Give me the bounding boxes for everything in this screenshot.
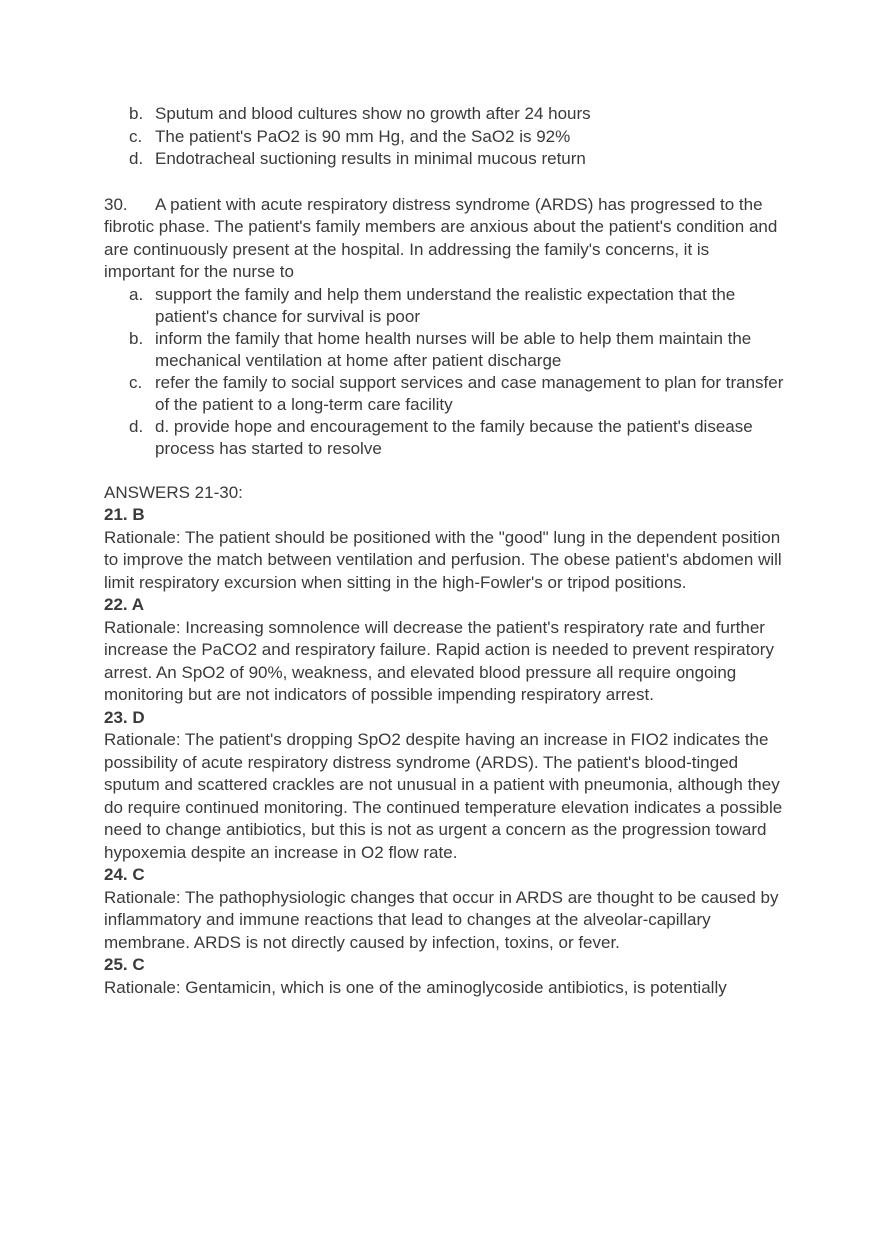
option-text: support the family and help them understand the realistic expectation that the patient's chance for survival is poor — [155, 284, 736, 326]
question-stem-text: A patient with acute respiratory distress syndrome (ARDS) has progressed to the fibrotic phase. The patient's family members are anxious about the patient's condition and are continuously present at the hospital. In addressing the family's concerns, it is important for the nurse to — [104, 194, 778, 281]
option-letter: d. — [129, 416, 144, 436]
option-d — [104, 416, 784, 461]
option-b — [104, 328, 784, 373]
option-letter: d. — [129, 149, 144, 168]
option-d — [104, 148, 784, 171]
answer-rationale: Rationale: Gentamicin, which is one of the aminoglycoside antibiotics, is potentially — [104, 977, 727, 997]
option-c — [104, 126, 784, 149]
question-30-options — [104, 284, 784, 461]
option-letter: a. — [129, 284, 144, 304]
answer-rationale: Rationale: The pathophysiologic changes that occur in ARDS are thought to be caused by inflammatory and immune reactions that lead to changes at the alveolar-capillary membrane. ARDS is not directly caused by infection, toxins, or fever. — [104, 887, 779, 952]
option-b — [104, 103, 784, 126]
option-text: inform the family that home health nurses will be able to help them maintain the mechanical ventilation at home after patient discharge — [155, 328, 752, 370]
answer-key: 25. C — [104, 955, 145, 974]
document-page — [104, 103, 784, 999]
option-text: d. provide hope and encouragement to the family because the patient's disease process has started to resolve — [155, 416, 753, 458]
answer-key: 23. D — [104, 707, 145, 727]
question-stem — [104, 194, 784, 284]
answers-section — [104, 482, 784, 1000]
answer-rationale: Rationale: The patient's dropping SpO2 despite having an increase in FIO2 indicates the possibility of acute respiratory distress syndrome (ARDS). The patient's blood-tinged sputum and scattered crackles are not unusual in a patient with pneumonia, although they do require continued monitoring. The continued temperature elevation indicates a possible need to change antibiotics, but this is not as urgent a concern as the progression toward hypoxemia despite an increase in O2 flow rate. — [104, 730, 783, 862]
option-letter: b. — [129, 104, 144, 123]
previous-question-options — [104, 103, 784, 171]
answer-rationale: Rationale: Increasing somnolence will decrease the patient's respiratory rate and further increase the PaCO2 and respiratory failure. Rapid action is needed to prevent respiratory arrest. An SpO2 of 90%, weakness, and elevated blood pressure all require ongoing monitoring but are not indicators of possible impending respiratory arrest. — [104, 617, 774, 704]
answer-key: 21. B — [104, 505, 145, 524]
answers-heading: ANSWERS 21-30: — [104, 482, 243, 502]
option-text: Sputum and blood cultures show no growth after 24 hours — [155, 104, 591, 123]
option-letter: c. — [129, 372, 143, 392]
option-letter: c. — [129, 126, 143, 146]
answer-key: 22. A — [104, 595, 145, 614]
answer-rationale: Rationale: The patient should be positioned with the "good" lung in the dependent position to improve the match between ventilation and perfusion. The obese patient's abdomen will limit respiratory excursion when sitting in the high-Fowler's or tripod positions. — [104, 527, 782, 592]
option-text: Endotracheal suctioning results in minimal mucous return — [155, 149, 586, 168]
question-number: 30. — [104, 194, 128, 214]
answer-key: 24. C — [104, 865, 145, 884]
option-a — [104, 284, 784, 329]
option-text: The patient's PaO2 is 90 mm Hg, and the SaO2 is 92% — [155, 126, 571, 146]
option-text: refer the family to social support services and case management to plan for transfer of the patient to a long-term care facility — [155, 372, 784, 414]
option-c — [104, 372, 784, 417]
question-30 — [104, 194, 784, 461]
option-letter: b. — [129, 328, 144, 348]
